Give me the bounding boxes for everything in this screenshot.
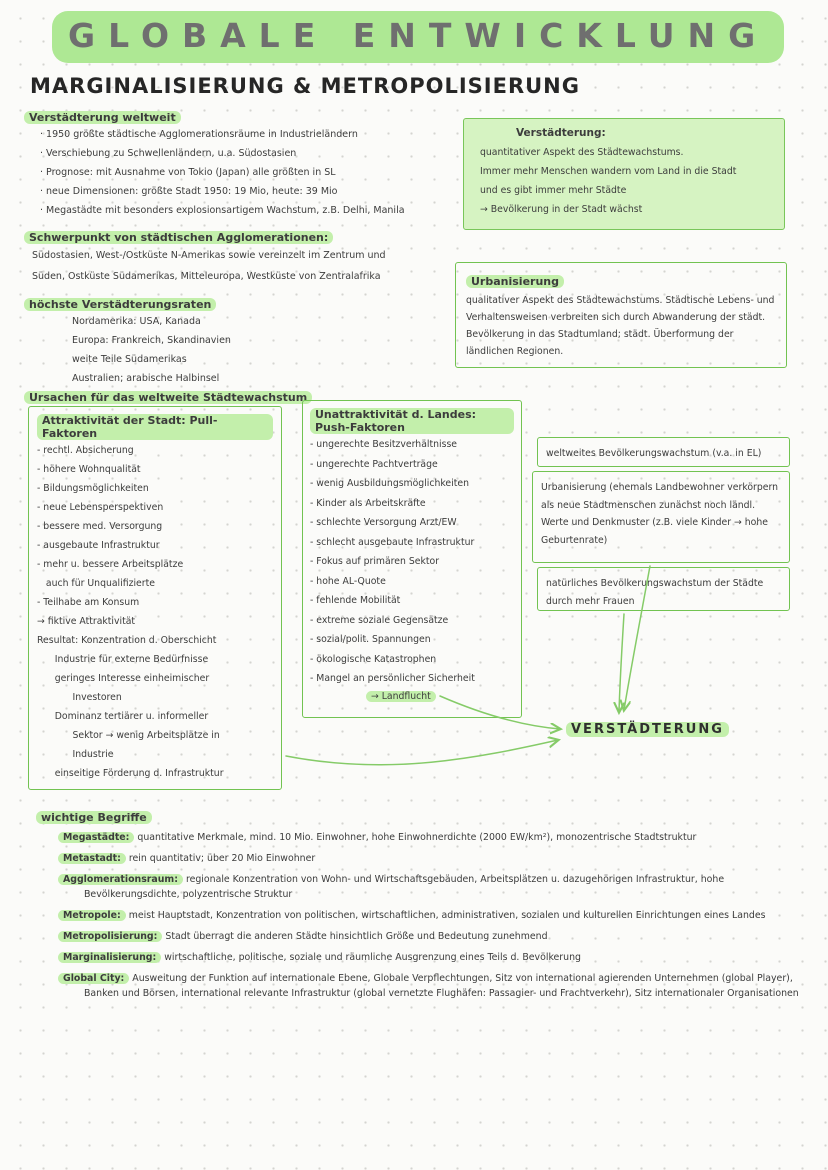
- side-box-natural-growth: natürliches Bevölkerungswachstum der Städte durch mehr Frauen: [537, 567, 790, 611]
- push-factor-line: - extreme soziale Gegensätze: [310, 614, 449, 626]
- note-line: · Prognose: mit Ausnahme von Tokio (Japan) alle größten in SL: [40, 167, 336, 178]
- note-line: weite Teile Südamerikas: [72, 354, 187, 365]
- urbanisierung-definition-text: qualitativer Aspekt des Städtewachstums. Städtische Lebens- und Verhaltensweisen verbreiten sich durch Abwanderung der städt. Bevölkerung in das Stadtumland; städt. Überformung der ländlichen Regionen.: [466, 295, 775, 357]
- raten-list: [24, 312, 466, 388]
- definition-text: regionale Konzentration von Wohn- und Wirtschaftsgebäuden, Arbeitsplätzen u. dazugehörigen Infrastruktur, hohe Bevölkerungsdichte, polyzentrische Struktur: [84, 874, 725, 900]
- section-heading-begriffe: [36, 806, 152, 825]
- definition-metastadt: [58, 851, 806, 866]
- arrow-from-pull-box: [286, 740, 558, 765]
- pull-factor-line: einseitige Förderung d. Infrastruktur: [37, 768, 224, 779]
- landflucht-text: → Landflucht: [366, 691, 436, 702]
- pull-box-heading: Attraktivität der Stadt: Pull-Faktoren: [37, 414, 273, 440]
- note-line: · neue Dimensionen: größte Stadt 1950: 19 Mio, heute: 39 Mio: [40, 186, 338, 197]
- push-factor-line: - fehlende Mobilität: [310, 595, 401, 606]
- push-factor-line: - wenig Ausbildungsmöglichkeiten: [310, 478, 469, 489]
- pull-factor-line: geringes Interesse einheimischer: [37, 673, 210, 684]
- definition-term: Metastadt:: [58, 853, 126, 864]
- definition-megastaedte: [58, 830, 806, 845]
- definition-line: quantitativer Aspekt des Städtewachstums.: [480, 147, 684, 158]
- definition-marginalisierung: [58, 950, 806, 965]
- arrow-from-natural-growth: [619, 614, 624, 712]
- section-heading-verstaedterung-weltweit: Verstädterung weltweit: [24, 111, 181, 124]
- push-factor-line: - hohe AL-Quote: [310, 575, 386, 587]
- pull-factor-line: - ausgebaute Infrastruktur: [37, 540, 160, 551]
- note-line: Europa: Frankreich, Skandinavien: [72, 335, 231, 346]
- pull-factor-line: - neue Lebensperspektiven: [37, 502, 164, 513]
- section-verstaedterung-weltweit: [24, 106, 466, 220]
- side-box-urbanisierung-values: Urbanisierung (ehemals Landbewohner verkörpern als neue Stadtmenschen zunächst noch ländl. Werte und Denkmuster (z.B. viele Kinder → hohe Geburtenrate): [532, 471, 790, 563]
- pull-factor-line: - bessere med. Versorgung: [37, 521, 163, 532]
- definition-global-city: [58, 971, 806, 1001]
- section-schwerpunkt: [24, 226, 466, 287]
- schwerpunkt-text: [24, 245, 466, 287]
- note-line: · Megastädte mit besonders explosionsartigem Wachstum, z.B. Delhi, Manila: [40, 205, 405, 216]
- note-line: · 1950 größte städtische Agglomerationsräume in Industrieländern: [40, 129, 358, 140]
- definition-term: Metropolisierung:: [58, 931, 162, 942]
- definition-text: wirtschaftliche, politische, soziale und räumliche Ausgrenzung eines Teils d. Bevölkerung: [164, 952, 581, 963]
- ursachen-heading-text: Ursachen für das weltweite Städtewachstum: [24, 391, 312, 404]
- note-line: Australien; arabische Halbinsel: [72, 373, 220, 384]
- page-title: [52, 16, 784, 55]
- pull-factor-line: Industrie: [37, 749, 114, 760]
- landflucht-note: [310, 691, 514, 702]
- pull-factors-list: [37, 441, 273, 783]
- push-factor-line: - Mangel an persönlicher Sicherheit: [310, 673, 475, 684]
- pull-factor-line: - Bildungsmöglichkeiten: [37, 483, 149, 494]
- pull-factors-box: [28, 406, 282, 790]
- definition-text: quantitative Merkmale, mind. 10 Mio. Einwohner, hohe Einwohnerdichte (2000 EW/km²), monozentrische Stadtstruktur: [137, 832, 697, 843]
- section-heading-ursachen: [24, 386, 312, 405]
- page-subtitle: MARGINALISIERUNG & METROPOLISIERUNG: [30, 74, 580, 98]
- note-line: · Verschiebung zu Schwellenländern, u.a. Südostasien: [40, 148, 297, 159]
- verstaedterung-definition-heading: Verstädterung:: [516, 127, 606, 139]
- section-raten: [24, 293, 466, 388]
- definition-text: meist Hauptstadt, Konzentration von politischen, wirtschaftlichen, administrativen, sozialen und kulturellen Einrichtungen eines Landes: [128, 910, 766, 921]
- definition-line: und es gibt immer mehr Städte: [480, 185, 627, 196]
- pull-factor-line: Dominanz tertiärer u. informeller: [37, 711, 209, 722]
- push-box-heading: Unattraktivität d. Landes: Push-Faktoren: [310, 408, 514, 434]
- push-factor-line: - ungerechte Besitzverhältnisse: [310, 439, 458, 450]
- urbanisierung-definition-box: [455, 262, 787, 368]
- pull-factor-line: Investoren: [37, 692, 122, 703]
- definition-text: rein quantitativ; über 20 Mio Einwohner: [128, 853, 316, 864]
- definition-text: Ausweitung der Funktion auf internationale Ebene, Globale Verpflechtungen, Sitz von international agierenden Unternehmen (global Player), Banken und Börsen, international relevante Infrastruktur (global vernetzte Flughäfen: Passagier- und Frachtverkehr), Sitz internationaler Organisationen: [84, 973, 799, 999]
- definition-line: Immer mehr Menschen wandern vom Land in die Stadt: [480, 166, 737, 177]
- definition-metropolisierung: [58, 929, 806, 944]
- pull-factor-line: - Teilhabe am Konsum: [37, 597, 140, 608]
- push-factor-line: - ungerechte Pachtverträge: [310, 458, 438, 470]
- definition-line: → Bevölkerung in der Stadt wächst: [480, 204, 643, 215]
- pull-factor-line: - höhere Wohnqualität: [37, 464, 141, 475]
- pull-factor-line: auch für Unqualifizierte: [37, 578, 155, 589]
- definition-metropole: [58, 908, 806, 923]
- push-factor-line: - sozial/polit. Spannungen: [310, 634, 431, 645]
- pull-factor-line: - mehr u. bessere Arbeitsplätze: [37, 559, 184, 570]
- left-column: [24, 106, 466, 394]
- section-heading-schwerpunkt: Schwerpunkt von städtischen Agglomerationen:: [24, 231, 333, 244]
- definition-text: Stadt überragt die anderen Städte hinsichtlich Größe und Bedeutung zunehmend: [165, 931, 548, 942]
- verstaedterung-definition-lines: [476, 143, 772, 219]
- note-line: Nordamerika: USA, Kanada: [72, 316, 201, 327]
- definition-term: Megastädte:: [58, 832, 134, 843]
- push-factor-line: - schlechte Versorgung Arzt/EW: [310, 517, 457, 528]
- begriffe-heading-text: wichtige Begriffe: [36, 811, 152, 824]
- pull-factor-line: → fiktive Attraktivität: [37, 616, 136, 627]
- page-title-text: GLOBALE ENTWICKLUNG: [52, 11, 784, 63]
- push-factor-line: - ökologische Katastrophen: [310, 653, 437, 665]
- urbanisierung-definition-heading: Urbanisierung: [466, 275, 564, 288]
- definition-term: Agglomerationsraum:: [58, 874, 183, 885]
- pull-factor-line: Industrie für externe Bedürfnisse: [37, 654, 209, 665]
- push-factor-line: - Fokus auf primären Sektor: [310, 556, 440, 567]
- verstaedterung-definition-box: [463, 118, 785, 230]
- pull-factor-line: Sektor → wenig Arbeitsplätze in: [37, 730, 220, 741]
- note-line: Süden, Ostküste Südamerikas, Mitteleuropa, Westküste von Zentralafrika: [32, 271, 381, 282]
- push-factor-line: - Kinder als Arbeitskräfte: [310, 497, 426, 509]
- note-line: Südostasien, West-/Ostküste N-Amerikas sowie vereinzelt im Zentrum und: [32, 250, 386, 261]
- side-box-population-growth: weltweites Bevölkerungswachstum (v.a. in EL): [537, 437, 790, 467]
- pull-factor-line: Resultat: Konzentration d. Oberschicht: [37, 635, 217, 646]
- push-factor-line: - schlecht ausgebaute Infrastruktur: [310, 536, 475, 548]
- push-factors-box: [302, 400, 522, 718]
- verstaedterung-label: [566, 722, 729, 737]
- push-factors-list: [310, 435, 514, 689]
- definitions: [58, 830, 806, 1007]
- definition-term: Marginalisierung:: [58, 952, 161, 963]
- definition-agglomerationsraum: [58, 872, 806, 902]
- verstaedterung-weltweit-list: [24, 125, 466, 220]
- definition-term: Global City:: [58, 973, 129, 984]
- verstaedterung-label-text: VERSTÄDTERUNG: [566, 722, 729, 737]
- definition-term: Metropole:: [58, 910, 126, 921]
- pull-factor-line: - rechtl. Absicherung: [37, 445, 134, 456]
- section-heading-raten: höchste Verstädterungsraten: [24, 298, 216, 311]
